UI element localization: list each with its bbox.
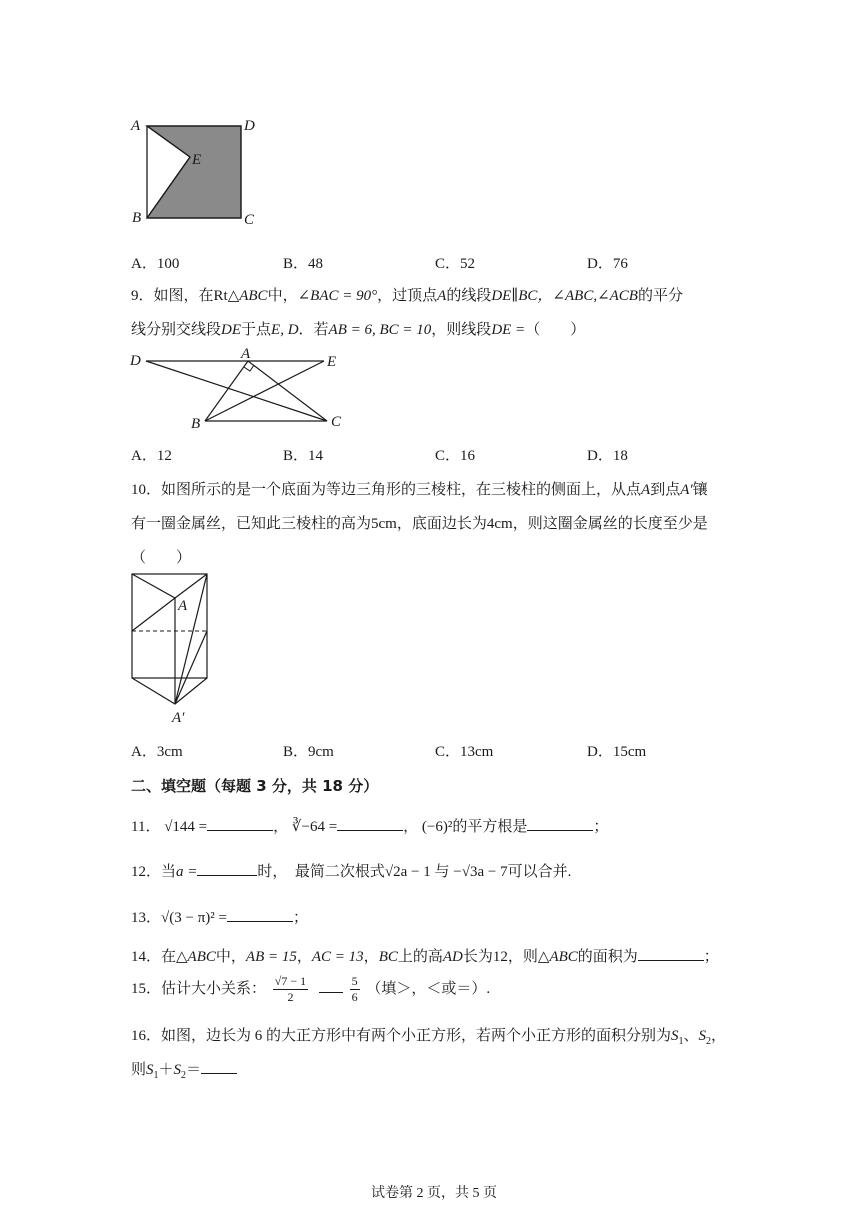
q11-answer-blank-1[interactable] bbox=[207, 816, 273, 831]
q10-top-face bbox=[132, 574, 207, 598]
q10-stem-line2: 有一圈金属丝，已知此三棱柱的高为5cm，底面边长为4cm，则这圈金属丝的长度至少是 bbox=[131, 516, 708, 532]
q9-triangle-figure bbox=[126, 344, 356, 434]
q12-answer-blank[interactable] bbox=[197, 861, 257, 876]
q9-option-a[interactable] bbox=[131, 444, 172, 465]
q14-answer-blank[interactable] bbox=[638, 946, 704, 961]
q11-answer-blank-2[interactable] bbox=[337, 816, 403, 831]
q8-label-c: C bbox=[244, 212, 255, 228]
q10-stem-line3: （ ） bbox=[131, 550, 192, 566]
q8-option-d[interactable] bbox=[587, 252, 628, 273]
q8-label-e: E bbox=[192, 152, 202, 168]
option-value: 3cm bbox=[156, 744, 183, 760]
option-letter: A． bbox=[131, 744, 157, 760]
q9-stem-line2: 线分别交线段DE于点E, D．若AB = 6, BC = 10，则线段DE =（ ） bbox=[131, 322, 586, 338]
q13-line: 13．√(3 − π)² = ； bbox=[131, 906, 308, 927]
q9-label-a: A bbox=[241, 346, 251, 362]
q10-label-a-prime: A′ bbox=[172, 710, 185, 726]
option-letter: C． bbox=[435, 744, 461, 760]
q12-line: 12．当a = 时， 最简二次根式√2a − 1 与 −√3a − 7可以合并. bbox=[131, 860, 571, 881]
option-letter: B． bbox=[283, 744, 309, 760]
q8-label-b: B bbox=[132, 210, 142, 226]
option-value: 12 bbox=[156, 448, 172, 464]
q9-line-ac bbox=[248, 361, 327, 421]
option-value: 15cm bbox=[612, 744, 647, 760]
q9-option-c[interactable] bbox=[435, 444, 475, 465]
option-letter: A． bbox=[131, 256, 157, 272]
q9-label-c: C bbox=[331, 414, 342, 430]
q14-line: 14．在△ABC中，AB = 15，AC = 13，BC上的高AD长为12，则△ABC的面积为 ； bbox=[131, 945, 719, 966]
q9-line-ab bbox=[205, 361, 248, 421]
q10-label-a: A bbox=[178, 598, 188, 614]
q10-wire-1 bbox=[132, 598, 175, 631]
option-letter: C． bbox=[435, 256, 461, 272]
q8-label-a: A bbox=[131, 118, 141, 134]
q8-option-c[interactable] bbox=[435, 252, 475, 273]
q9-line-be bbox=[205, 361, 324, 421]
section-heading: 二、填空题（每题 3 分，共 18 分） bbox=[131, 777, 379, 795]
option-letter: B． bbox=[283, 256, 309, 272]
q10-prism-figure bbox=[124, 568, 224, 728]
q16-line2: 则$S_1+S_2=$ bbox=[131, 1058, 237, 1081]
q9-option-d[interactable] bbox=[587, 444, 628, 465]
q10-option-c[interactable] bbox=[435, 740, 493, 761]
q8-option-b[interactable] bbox=[283, 252, 323, 273]
option-value: 48 bbox=[308, 256, 324, 272]
option-letter: D． bbox=[587, 744, 613, 760]
q15-answer-blank[interactable] bbox=[319, 978, 343, 993]
option-value: 18 bbox=[612, 448, 628, 464]
q15-fraction-1: $\frac{√7 - 1}{2}$ bbox=[274, 974, 307, 1004]
q16-line1: 16．如图，边长为 6 的大正方形中有两个小正方形，若两个小正方形的面积分别为$S_1$、$S_2$， bbox=[131, 1028, 727, 1047]
q9-line-cd bbox=[146, 361, 327, 421]
q9-label-e: E bbox=[327, 354, 337, 370]
q10-option-d[interactable] bbox=[587, 740, 646, 761]
q10-wire-3 bbox=[175, 574, 207, 704]
q9-label-d: D bbox=[130, 353, 141, 369]
q9-option-b[interactable] bbox=[283, 444, 323, 465]
option-value: 9cm bbox=[308, 744, 334, 760]
q11-line: 11． √144 = ， ∛−64 = ， (−6)²的平方根是 ； bbox=[131, 815, 608, 836]
q10-option-b[interactable] bbox=[283, 740, 334, 761]
option-letter: C． bbox=[435, 448, 461, 464]
q10-bottom-edge bbox=[132, 678, 207, 704]
q9-stem-line1: 9．如图，在Rt△ABC中，∠BAC = 90°，过顶点A的线段DE∥BC，∠ABC,∠ACB的平分 bbox=[131, 288, 683, 304]
q8-square-figure bbox=[128, 112, 268, 230]
option-value: 76 bbox=[612, 256, 628, 272]
q13-answer-blank[interactable] bbox=[227, 907, 293, 922]
q15-line: 15．估计大小关系： $\frac{√7 - 1}{2}$ $\frac{5}{6}$ （填＞，＜或＝）. bbox=[131, 974, 491, 1004]
page-footer: 试卷第 2 页，共 5 页 bbox=[371, 1186, 497, 1201]
q9-label-b: B bbox=[191, 416, 201, 432]
q8-option-a[interactable] bbox=[131, 252, 179, 273]
q8-shaded-region bbox=[147, 126, 241, 218]
option-letter: D． bbox=[587, 448, 613, 464]
q8-label-d: D bbox=[244, 118, 255, 134]
option-value: 100 bbox=[156, 256, 180, 272]
q16-answer-blank[interactable] bbox=[201, 1059, 237, 1074]
q9-right-angle-mark bbox=[244, 365, 254, 371]
option-value: 14 bbox=[308, 448, 324, 464]
q11-answer-blank-3[interactable] bbox=[527, 816, 593, 831]
option-value: 52 bbox=[460, 256, 476, 272]
q10-stem-line1: 10．如图所示的是一个底面为等边三角形的三棱柱，在三棱柱的侧面上，从点A到点A′镶 bbox=[131, 482, 708, 498]
option-letter: B． bbox=[283, 448, 309, 464]
q10-wire-2 bbox=[175, 631, 207, 704]
option-value: 13cm bbox=[460, 744, 494, 760]
q10-option-a[interactable] bbox=[131, 740, 183, 761]
option-value: 16 bbox=[460, 448, 476, 464]
q10-prism-outline bbox=[132, 574, 207, 678]
q15-fraction-2: $\frac{5}{6}$ bbox=[351, 974, 358, 1004]
option-letter: D． bbox=[587, 256, 613, 272]
option-letter: A． bbox=[131, 448, 157, 464]
